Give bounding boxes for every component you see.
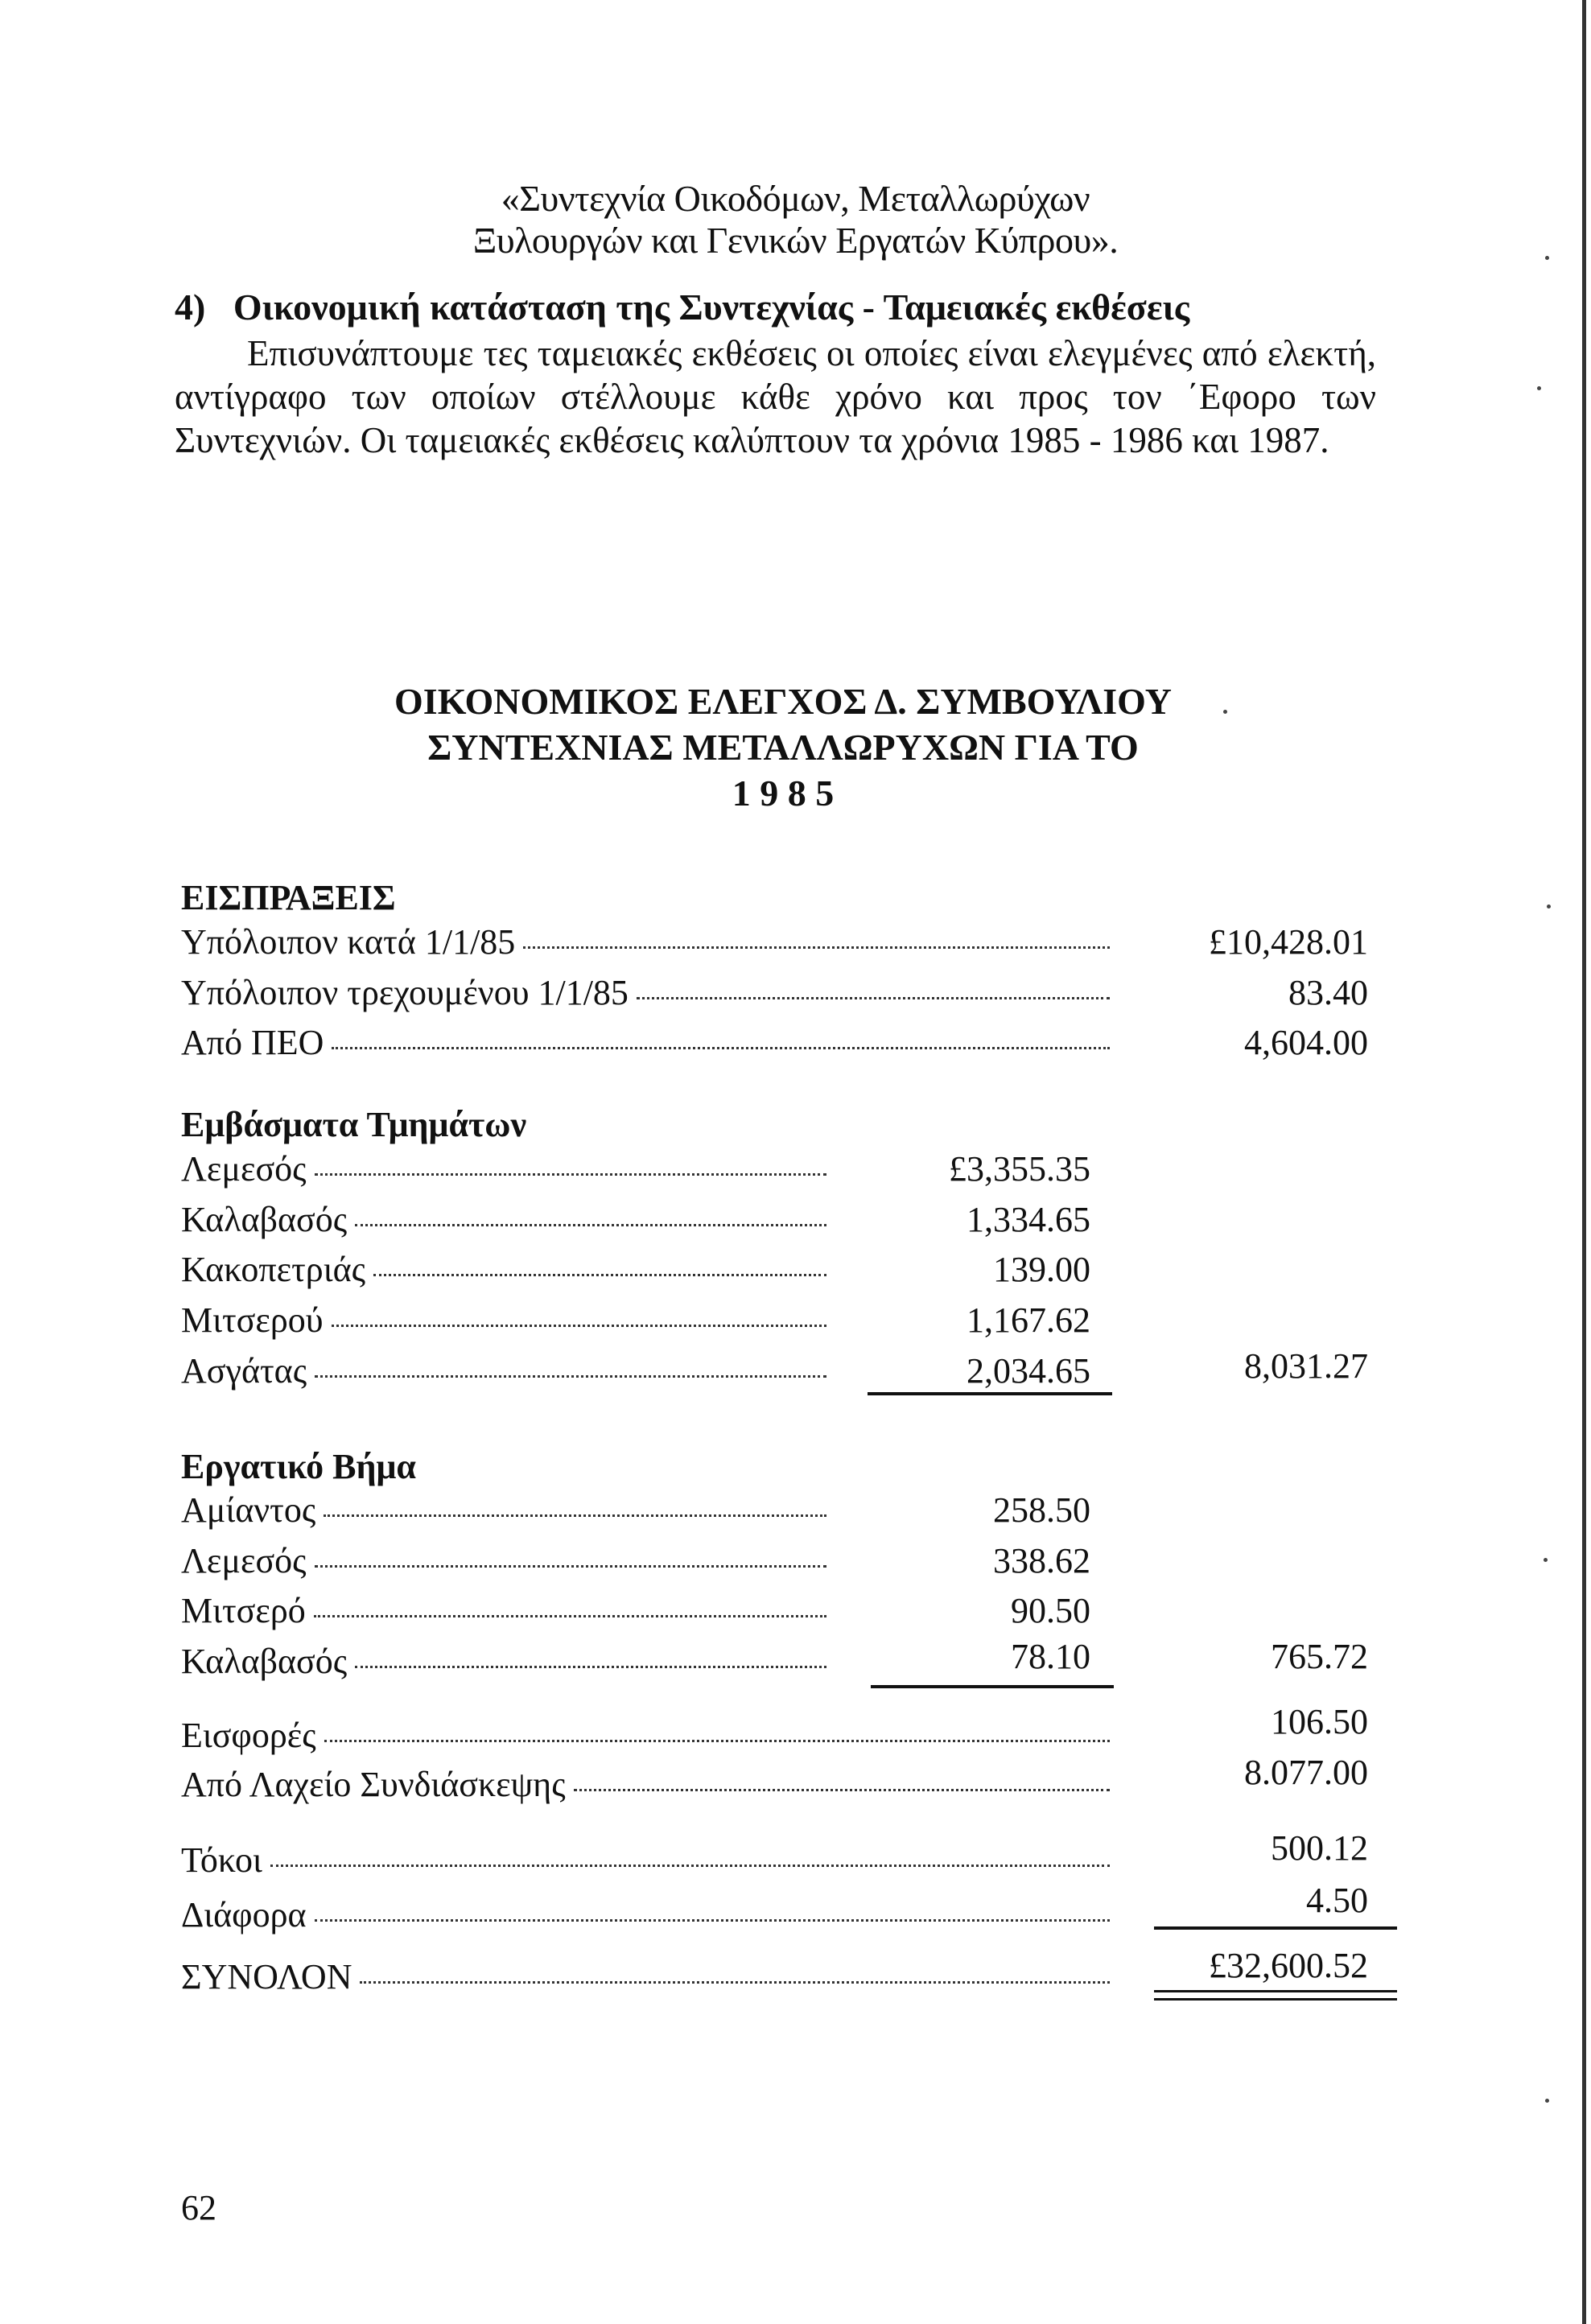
dot-leader: [270, 1865, 1110, 1867]
dot-leader: [355, 1666, 826, 1668]
ledger-row: [181, 1540, 826, 1588]
double-rule-bottom: [1154, 1998, 1397, 2001]
vima-heading: Εργατικό Βήμα: [181, 1447, 416, 1486]
ledger-row: [181, 1764, 1110, 1812]
row-amount: 8.077.00: [1244, 1753, 1368, 1792]
dot-leader: [324, 1740, 1110, 1742]
dot-leader: [355, 1224, 826, 1226]
report-title-line-1: ΟΙΚΟΝΟΜΙΚΟΣ ΕΛΕΓΧΟΣ Δ. ΣΥΜΒΟΥΛΙΟΥ: [394, 681, 1172, 722]
row-label: Μιτσερό: [181, 1591, 306, 1630]
ledger-row: [181, 1148, 826, 1197]
row-label: Λεμεσός: [181, 1149, 307, 1189]
row-label: Εισφορές: [181, 1716, 316, 1755]
section-heading: 4) Οικονομική κατάσταση της Συντεχνίας - Ταμειακές εκθέσεις: [175, 286, 1190, 328]
ledger-row: [181, 1199, 826, 1247]
ledger-row: [181, 1490, 826, 1538]
receipts-heading: ΕΙΣΠΡΑΞΕΙΣ: [181, 878, 396, 917]
scan-edge: [1582, 0, 1586, 2324]
dot-leader: [314, 1615, 826, 1617]
page-number: 62: [181, 2188, 216, 2227]
scan-speck: [1547, 904, 1551, 909]
row-amount: 500.12: [1271, 1828, 1368, 1868]
branches-heading: Εμβάσματα Τμημάτων: [181, 1105, 527, 1144]
row-label: Υπόλοιπον τρεχουμένου 1/1/85: [181, 973, 629, 1012]
row-amount: 1,334.65: [967, 1200, 1090, 1239]
dot-leader: [324, 1514, 826, 1517]
scan-speck: [1537, 386, 1541, 390]
total-rule: [1154, 1926, 1397, 1930]
ledger-row: [181, 972, 1110, 1020]
ledger-row: [181, 1249, 826, 1297]
row-amount: 258.50: [993, 1490, 1090, 1530]
row-label: Αμίαντος: [181, 1490, 316, 1530]
row-amount: £10,428.01: [1209, 922, 1368, 962]
row-amount: 106.50: [1271, 1702, 1368, 1741]
row-label: Καλαβασός: [181, 1200, 348, 1239]
row-label: Υπόλοιπον κατά 1/1/85: [181, 922, 516, 962]
dot-leader: [315, 1173, 826, 1176]
ledger-row: [181, 1300, 826, 1348]
total-label: ΣΥΝΟΛΟΝ: [181, 1957, 352, 1996]
row-label: Μιτσερού: [181, 1300, 324, 1340]
row-amount: 139.00: [993, 1250, 1090, 1289]
report-title-line-2: ΣΥΝΤΕΧΝΙΑΣ ΜΕΤΑΛΛΩΡΥΧΩΝ ΓΙΑ ΤΟ: [427, 727, 1139, 768]
ledger-row: [181, 1840, 1110, 1888]
dot-leader: [360, 1981, 1110, 1984]
dot-leader: [373, 1274, 826, 1276]
ledger-row: [181, 1641, 826, 1689]
dot-leader: [315, 1919, 1110, 1922]
ledger-row: [181, 1022, 1110, 1070]
ledger-row: [181, 1715, 1110, 1763]
ledger-row: [181, 1350, 826, 1399]
row-amount: 1,167.62: [967, 1300, 1090, 1340]
row-amount: 4,604.00: [1244, 1023, 1368, 1062]
row-amount: 4.50: [1306, 1881, 1368, 1920]
ledger-row: [181, 1894, 1110, 1943]
header-line-1: «Συντεχνία Οικοδόμων, Μεταλλωρύχων: [501, 178, 1090, 219]
dot-leader: [523, 946, 1110, 949]
dot-leader: [315, 1375, 826, 1378]
row-label: Από Λαχείο Συνδιάσκεψης: [181, 1765, 566, 1804]
dot-leader: [332, 1325, 826, 1327]
ledger-row: [181, 1590, 826, 1638]
row-amount: 83.40: [1288, 973, 1368, 1012]
row-label: Τόκοι: [181, 1840, 262, 1880]
report-title-year: 1 9 8 5: [732, 773, 835, 814]
section-paragraph: [175, 332, 1376, 462]
vima-subtotal: 765.72: [1271, 1637, 1368, 1676]
row-label: Καλαβασός: [181, 1642, 348, 1681]
header-line-2: Ξυλουργών και Γενικών Εργατών Κύπρου».: [472, 220, 1119, 261]
row-label: Διάφορα: [181, 1895, 307, 1935]
dot-leader: [637, 997, 1110, 999]
subtotal-rule: [868, 1392, 1112, 1395]
row-amount: £3,355.35: [949, 1149, 1090, 1189]
scan-speck: [1545, 256, 1549, 260]
row-amount: 338.62: [993, 1541, 1090, 1580]
paragraph-text: Επισυνάπτουμε τες ταμειακές εκθέσεις οι οποίες είναι ελεγμένες από ελεκτή, αντίγραφο των οποίων στέλλουμε κάθε χρόνο και προς τον ΄Εφορο των Συντεχνιών. Οι ταμειακές εκθέσεις καλύπτουν τα χρόνια 1985 - 1986 και 1987.: [175, 333, 1376, 460]
subtotal-rule: [871, 1685, 1114, 1688]
scan-speck: [1223, 710, 1227, 714]
row-label: Από ΠΕΟ: [181, 1023, 324, 1062]
row-amount: 90.50: [1011, 1591, 1090, 1630]
scan-speck: [1545, 2099, 1549, 2103]
scan-speck: [1544, 1558, 1548, 1562]
row-label: Κακοπετριάς: [181, 1250, 366, 1289]
total-amount: £32,600.52: [1209, 1946, 1368, 1985]
row-label: Λεμεσός: [181, 1541, 307, 1580]
row-amount: 2,034.65: [967, 1351, 1090, 1391]
total-row: [181, 1956, 1110, 2005]
double-rule-top: [1154, 1990, 1397, 1992]
ledger-row: [181, 921, 1110, 970]
branches-subtotal: 8,031.27: [1244, 1346, 1368, 1386]
dot-leader: [332, 1047, 1110, 1049]
row-label: Ασγάτας: [181, 1351, 307, 1391]
dot-leader: [315, 1565, 826, 1568]
row-amount: 78.10: [1011, 1637, 1090, 1676]
dot-leader: [574, 1789, 1110, 1791]
